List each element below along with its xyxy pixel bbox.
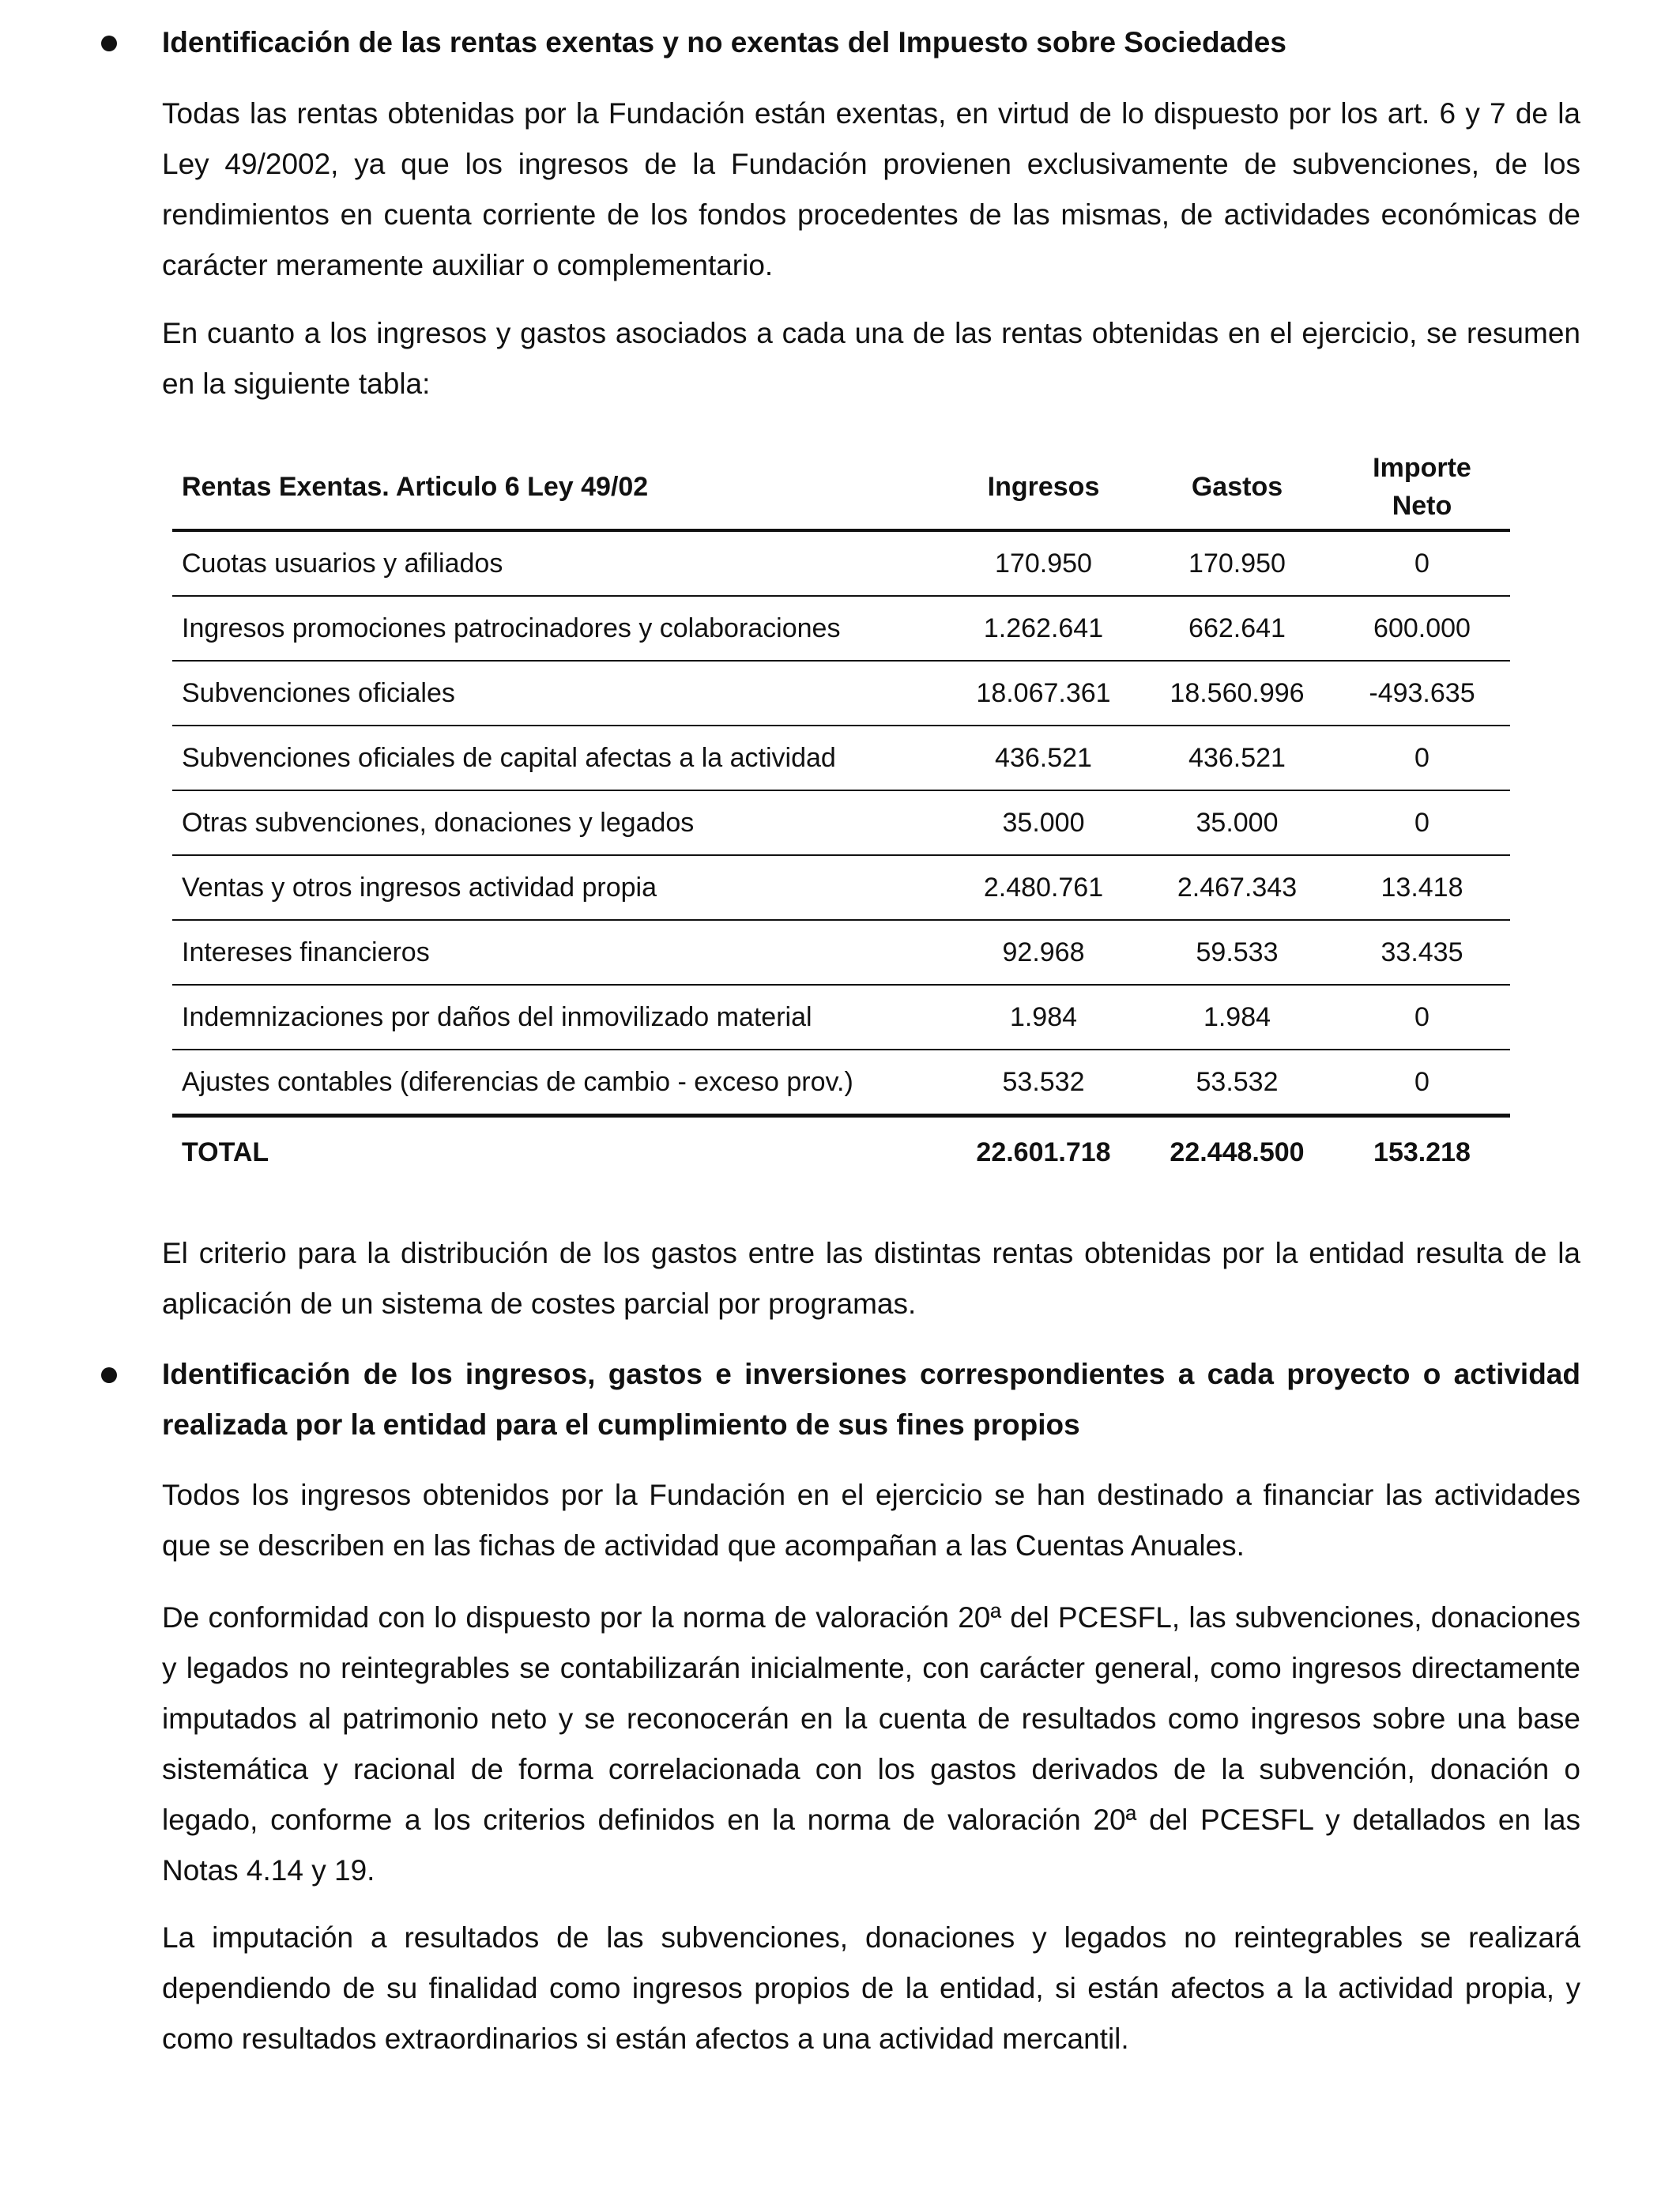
row-label: Otras subvenciones, donaciones y legados [172,790,947,855]
row-importe-neto: 33.435 [1334,920,1510,985]
row-label: Ingresos promociones patrocinadores y colaboraciones [172,596,947,661]
table-row [172,530,1510,596]
row-ingresos: 92.968 [947,920,1140,985]
total-importe-neto: 153.218 [1373,1137,1471,1167]
table-row [172,596,1510,661]
bullet-icon [101,1367,117,1383]
row-gastos: 2.467.343 [1140,855,1334,920]
row-importe-neto: 0 [1334,530,1510,596]
row-ingresos: 1.984 [947,985,1140,1050]
row-gastos: 18.560.996 [1140,661,1334,726]
row-ingresos: 1.262.641 [947,596,1140,661]
row-importe-neto: 0 [1334,985,1510,1050]
row-ingresos: 2.480.761 [947,855,1140,920]
paragraph-destino-ingresos: Todos los ingresos obtenidos por la Fundación en el ejercicio se han destinado a financiar las actividades que se describen en las fichas de actividad que acompañan a las Cuentas Anuales. [162,1479,1580,1562]
row-ingresos: 436.521 [947,726,1140,790]
table-row [172,920,1510,985]
row-gastos: 170.950 [1140,530,1334,596]
row-label: Indemnizaciones por daños del inmovilizado material [172,985,947,1050]
row-importe-neto: 0 [1334,790,1510,855]
rentas-exentas-table [172,445,1510,1187]
paragraph-tabla-intro: En cuanto a los ingresos y gastos asociados a cada una de las rentas obtenidas en el ejercicio, se resumen en la siguiente tabla: [162,317,1580,400]
paragraph-imputacion-resultados: La imputación a resultados de las subvenciones, donaciones y legados no reintegrables se realizará dependiendo de su finalidad como ingresos propios de la entidad, si están afectos a la actividad propia, y como resultados extraordinarios si están afectos a una actividad mercantil. [162,1921,1580,2055]
row-label: Cuotas usuarios y afiliados [172,530,947,596]
table-row [172,1050,1510,1116]
row-ingresos: 170.950 [947,530,1140,596]
row-label: Intereses financieros [172,920,947,985]
table-total-row [172,1116,1510,1188]
table-row [172,726,1510,790]
row-ingresos: 35.000 [947,790,1140,855]
paragraph-norma-valoracion: De conformidad con lo dispuesto por la norma de valoración 20ª del PCESFL, las subvenciones, donaciones y legados no reintegrables se contabilizarán inicialmente, con carácter general, como ingresos directamente imputados al patrimonio neto y se reconocerán en la cuenta de resultados como ingresos sobre una base sistemática y racional de forma correlacionada con los gastos derivados de la subvención, donación o legado, conforme a los criterios definidos en la norma de valoración 20ª del PCESFL y detallados en las Notas 4.14 y 19. [162,1601,1580,1887]
row-gastos: 35.000 [1140,790,1334,855]
table-row [172,661,1510,726]
row-gastos: 662.641 [1140,596,1334,661]
column-header-ingresos: Ingresos [947,445,1140,530]
total-gastos: 22.448.500 [1170,1137,1305,1167]
section-heading-ingresos-gastos-inversiones: Identificación de los ingresos, gastos e inversiones correspondientes a cada proyecto o actividad realizada por la entidad para el cumplimiento de sus fines propios [162,1358,1580,1441]
row-gastos: 436.521 [1140,726,1334,790]
row-importe-neto: 13.418 [1334,855,1510,920]
bullet-icon [101,36,117,51]
row-label: Subvenciones oficiales de capital afectas a la actividad [172,726,947,790]
row-label: Ventas y otros ingresos actividad propia [172,855,947,920]
total-label: TOTAL [182,1137,269,1167]
column-header-importe-neto: Importe Neto [1334,445,1510,530]
paragraph-criterio-distribucion: El criterio para la distribución de los gastos entre las distintas rentas obtenidas por la entidad resulta de la aplicación de un sistema de costes parcial por programas. [162,1237,1580,1320]
row-gastos: 59.533 [1140,920,1334,985]
paragraph-rentas-exentas: Todas las rentas obtenidas por la Fundación están exentas, en virtud de lo dispuesto por los art. 6 y 7 de la Ley 49/2002, ya que los ingresos de la Fundación provienen exclusivamente de subvenciones, de los rendimientos en cuenta corriente de los fondos procedentes de las mismas, de actividades económicas de carácter meramente auxiliar o complementario. [162,97,1580,281]
row-label: Ajustes contables (diferencias de cambio - exceso prov.) [172,1050,947,1116]
table-row [172,985,1510,1050]
column-header-concepto: Rentas Exentas. Articulo 6 Ley 49/02 [172,445,947,530]
table-header-row [172,445,1510,530]
row-importe-neto: 600.000 [1334,596,1510,661]
row-ingresos: 53.532 [947,1050,1140,1116]
table-row [172,790,1510,855]
row-importe-neto: -493.635 [1334,661,1510,726]
total-ingresos: 22.601.718 [976,1137,1111,1167]
row-importe-neto: 0 [1334,726,1510,790]
table-row [172,855,1510,920]
column-header-gastos: Gastos [1140,445,1334,530]
row-ingresos: 18.067.361 [947,661,1140,726]
row-gastos: 1.984 [1140,985,1334,1050]
section-heading-rentas-exentas: Identificación de las rentas exentas y no exentas del Impuesto sobre Sociedades [162,26,1286,58]
row-importe-neto: 0 [1334,1050,1510,1116]
row-label: Subvenciones oficiales [172,661,947,726]
row-gastos: 53.532 [1140,1050,1334,1116]
